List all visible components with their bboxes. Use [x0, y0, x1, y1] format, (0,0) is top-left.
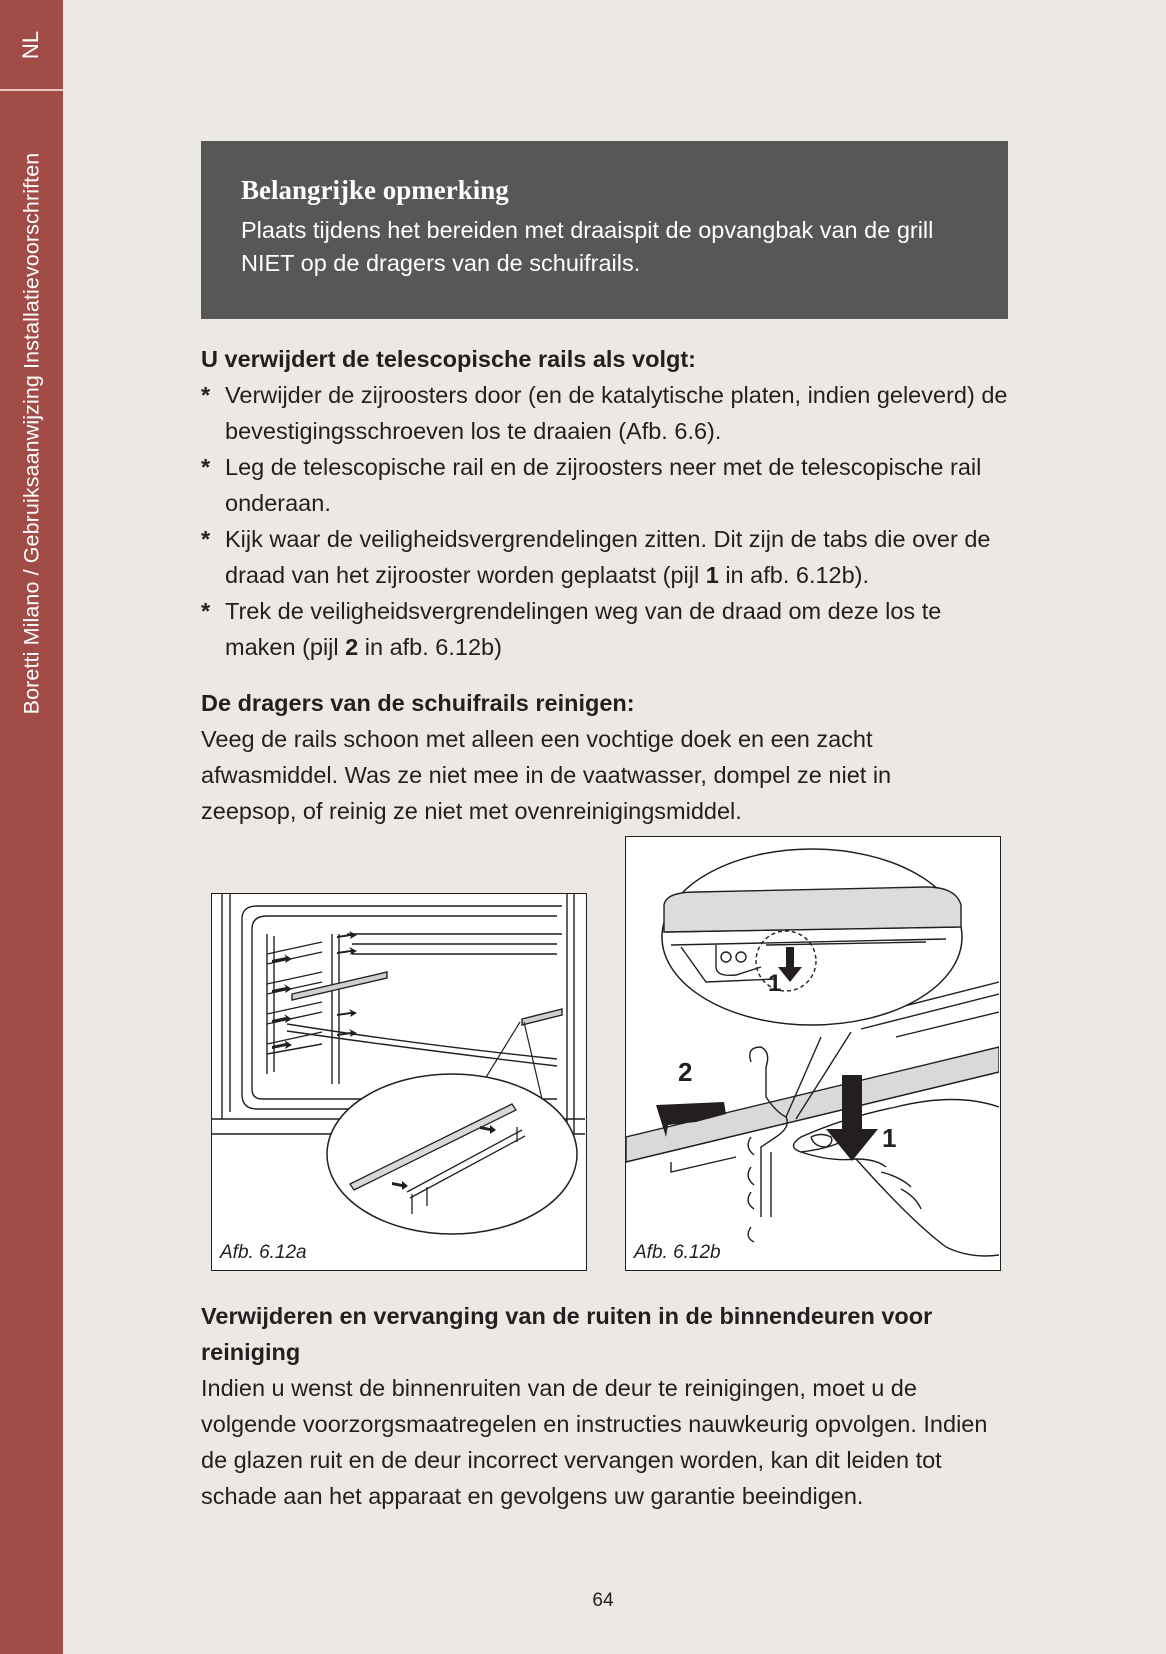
- figure-caption: Afb. 6.12b: [634, 1242, 721, 1263]
- bullet-star-icon: *: [201, 598, 211, 624]
- section-heading: Verwijderen en vervanging van de ruiten in de binnendeuren voor reiniging: [201, 1303, 933, 1365]
- arrow-number: 1: [705, 562, 719, 588]
- section-text: Veeg de rails schoon met alleen een vochtige doek en een zacht afwasmiddel. Was ze niet mee in de vaatwasser, dompel ze niet in zeepsop, of reinig ze niet met ovenreinigingsmiddel.: [201, 726, 892, 824]
- section-heading: De dragers van de schuifrails reinigen:: [201, 690, 635, 716]
- bullet-star-icon: *: [201, 526, 211, 552]
- sidebar: [0, 0, 63, 1654]
- list-item: [201, 377, 1017, 449]
- page-number: 64: [592, 1590, 614, 1611]
- bullet-star-icon: *: [201, 382, 211, 408]
- arrow-number: 2: [345, 634, 359, 660]
- figure-6-12b: [625, 836, 1001, 1271]
- rail-detail-illustration: [626, 837, 999, 1269]
- list-item-text-end: in afb. 6.12b): [358, 634, 502, 660]
- document-title-text: Boretti Milano / Gebruiksaanwijzing Installatievoorschriften: [19, 152, 44, 714]
- figure-6-12a: [211, 893, 587, 1271]
- figure-caption: Afb. 6.12a: [220, 1242, 307, 1263]
- section-text: Indien u wenst de binnenruiten van de deur te reinigingen, moet u de volgende voorzorgsmaatregelen en instructies nauwkeurig opvolgen. Indien de glazen ruit en de deur incorrect vervangen worden, kan dit leiden tot schade aan het apparaat en gevolgens uw garantie beeindigen.: [201, 1375, 988, 1509]
- arrow-2-label: 2: [678, 1057, 693, 1087]
- list-item-text: Trek de veiligheidsvergrendelingen weg van de draad om deze los te maken (pijl: [225, 598, 942, 660]
- section-telescopic-rails: [201, 341, 1017, 665]
- list-item-text-end: in afb. 6.12b).: [718, 562, 870, 588]
- list-item: [201, 449, 1017, 521]
- list-item: [201, 593, 1017, 665]
- note-title: Belangrijke opmerking: [241, 175, 509, 205]
- language-text: NL: [18, 30, 44, 59]
- list-item-text: Leg de telescopische rail en de zijroosters neer met de telescopische rail onderaan.: [225, 454, 982, 516]
- list-item-text: Kijk waar de veiligheidsvergrendelingen zitten. Dit zijn de tabs die over de draad van het zijrooster worden geplaatst (pijl: [225, 526, 991, 588]
- bullet-star-icon: *: [201, 454, 211, 480]
- list-item: [201, 521, 1017, 593]
- important-note-box: [201, 141, 1008, 319]
- instruction-list: [201, 377, 1017, 665]
- arrow-1-label: 1: [882, 1123, 897, 1153]
- note-text: Plaats tijdens het bereiden met draaispit de opvangbak van de grill NIET op de dragers van de schuifrails.: [241, 217, 934, 276]
- section-heading: U verwijdert de telescopische rails als volgt:: [201, 346, 696, 372]
- section-cleaning: [201, 685, 901, 829]
- section-glass-panels: [201, 1298, 1001, 1514]
- language-label: [0, 0, 63, 91]
- list-item-text: Verwijder de zijroosters door (en de katalytische platen, indien geleverd) de bevestigingsschroeven los te draaien (Afb. 6.6).: [225, 382, 1008, 444]
- document-title: [0, 91, 63, 775]
- oven-interior-illustration: [212, 894, 585, 1269]
- zoom-arrow-1-label: 1: [768, 970, 782, 997]
